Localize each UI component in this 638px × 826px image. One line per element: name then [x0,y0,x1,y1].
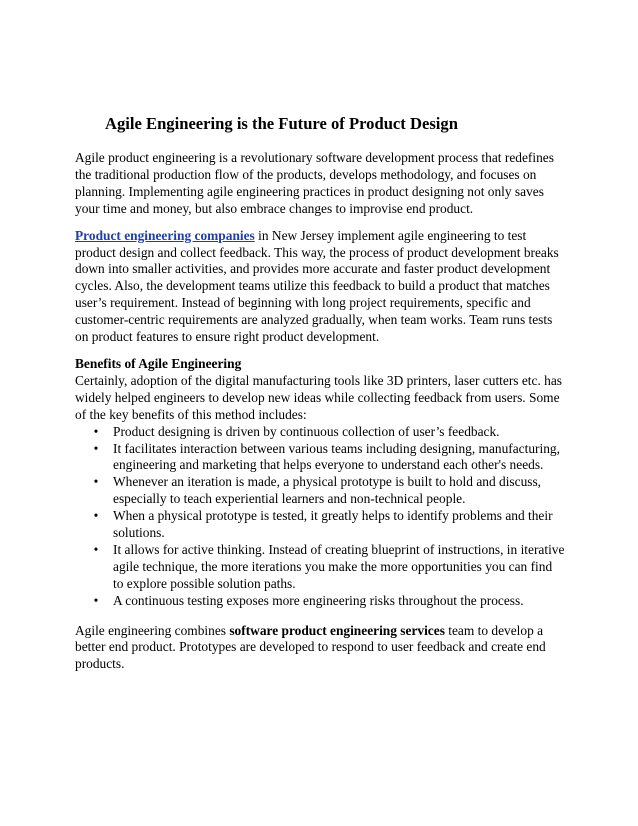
list-item-text: When a physical prototype is tested, it greatly helps to identify problems and their solutions. [113,508,553,541]
bullet-icon: • [93,423,99,439]
list-item [93,440,565,475]
list-item-text: It facilitates interaction between various teams including designing, manufacturing, engineering and marketing that helps everyone to understand each other's needs. [113,440,560,473]
list-item [93,474,565,508]
closing-text-after: team to develop a better end product. Prototypes are developed to respond to user feedback and create end products. [75,622,546,672]
bullet-icon: • [93,541,99,557]
intro-paragraph: Agile product engineering is a revolutionary software development process that redefines the traditional production flow of the products, develops methodology, and focuses on planning. Implementing agile engineering practices in product designing not only saves your time and money, but also embrace changes to improvise end product. [75,150,554,216]
list-item-text: Product designing is driven by continuous collection of user’s feedback. [113,423,500,439]
list-item-text: A continuous testing exposes more engineering risks throughout the process. [113,592,524,608]
list-item-text: It allows for active thinking. Instead of creating blueprint of instructions, in iterative agile technique, the more iterations you make the more opportunities you can find to explore possible solution paths. [113,541,565,591]
bullet-icon: • [93,440,99,456]
benefits-heading: Benefits of Agile Engineering [75,355,242,371]
closing-bold-phrase: software product engineering services [229,622,445,638]
companies-paragraph-text: in New Jersey implement agile engineering to test product design and collect feedback. This way, the process of product development breaks down into smaller activities, and provides more accurate and faster product development cycles. Also, the development teams utilize this feedback to build a product that matches user’s requirement. Instead of beginning with long project requirements, specific and customer-centric requirements are analyzed gradually, when team works. Team runs tests on product features to ensure right product development. [75,227,559,345]
companies-paragraph [75,228,565,346]
list-item [93,541,565,593]
list-item [93,423,565,441]
document-body [75,114,565,683]
bullet-icon: • [93,508,99,524]
bullet-icon: • [93,474,99,490]
document-title: Agile Engineering is the Future of Product Design [105,114,458,133]
list-item [93,508,565,542]
product-engineering-companies-link[interactable]: Product engineering companies [75,227,255,243]
list-item [93,592,565,610]
list-item-text: Whenever an iteration is made, a physical prototype is built to hold and discuss, especially to teach experiential learners and non-technical people. [113,474,542,507]
bullet-icon: • [93,592,99,608]
closing-text-before: Agile engineering combines [75,622,230,638]
benefits-intro: Certainly, adoption of the digital manufacturing tools like 3D printers, laser cutters etc. has widely helped engineers to develop new ideas while collecting feedback from users. Some of the key benefits of this method includes: [75,372,563,422]
benefits-list [75,424,565,610]
closing-paragraph [75,623,565,674]
